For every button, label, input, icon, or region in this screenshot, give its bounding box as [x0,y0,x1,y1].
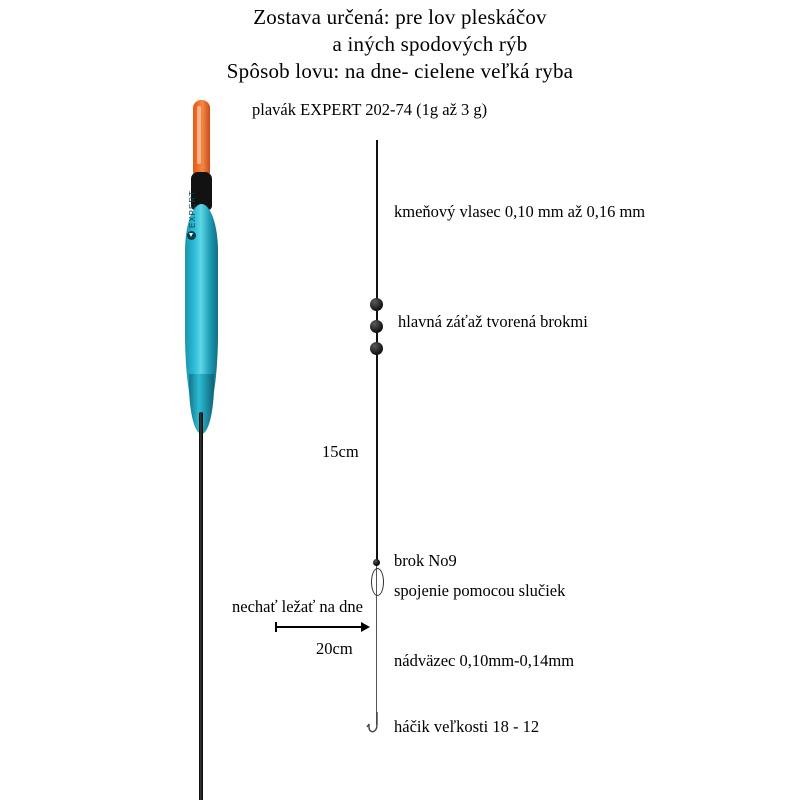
float-antenna-highlight [197,106,201,164]
title-line-3: Spôsob lovu: na dne- cielene veľká ryba [226,59,574,83]
float-antenna-tip [193,100,210,175]
label-hook: háčik veľkosti 18 - 12 [394,717,540,736]
title-line-1: Zostava určená: pre lov pleskáčov [253,5,547,29]
label-distance-lower: 20cm [316,639,353,658]
label-distance-upper: 15cm [322,442,359,461]
label-leader: nádväzec 0,10mm-0,14mm [394,651,575,670]
label-float: plavák EXPERT 202-74 (1g až 3 g) [252,100,488,119]
float-brand-text: EXPERT [188,190,197,228]
small-shot-no9 [373,559,380,566]
title-line-2: a iných spodových rýb [332,32,528,56]
label-lay-on-bottom: nechať ležať na dne [232,597,363,616]
page-title [0,4,800,85]
hook-icon [366,712,388,738]
float-stem [199,412,203,800]
arrow-bar [275,626,363,628]
float-brand-label [186,190,197,240]
arrow-head-icon [361,622,370,632]
brand-logo-icon [187,231,196,240]
main-shot-3 [370,342,383,355]
label-main-shots: hlavná záťaž tvorená brokmi [398,312,588,331]
label-small-shot: brok No9 [394,551,457,570]
lay-on-bottom-arrow [275,622,370,632]
main-shot-2 [370,320,383,333]
loop-to-loop-connector [371,568,384,596]
label-main-line: kmeňový vlasec 0,10 mm až 0,16 mm [394,202,646,221]
float-illustration [178,100,238,800]
label-loop-connection: spojenie pomocou slučiek [394,581,566,600]
main-shot-1 [370,298,383,311]
